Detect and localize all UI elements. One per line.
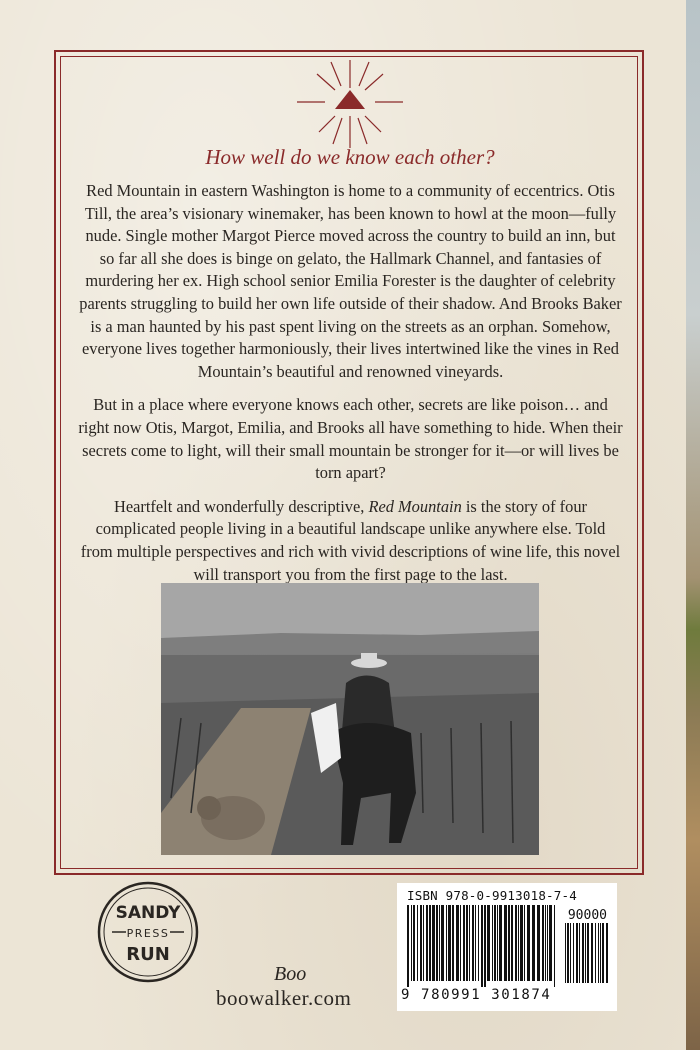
barcode-bars — [407, 905, 611, 987]
author-photo — [161, 583, 539, 855]
publisher-top-text: SANDY — [115, 903, 181, 923]
book-description — [78, 180, 623, 597]
sandy-run-press-logo — [96, 880, 200, 984]
tagline: How well do we know each other? — [205, 145, 495, 169]
horse-rider-photo-illustration — [161, 583, 539, 855]
author-monogram-text: Boo — [274, 963, 307, 985]
book-title: Red Mountain — [368, 496, 462, 516]
compass-ornament-icon — [295, 58, 405, 150]
publisher-middle-text: PRESS — [126, 927, 170, 940]
author-monogram-icon — [272, 958, 326, 986]
description-paragraph-2: But in a place where everyone knows each other, secrets are like poison… and right now Otis, Margot, Emilia, and Brooks all have something to hide. When their secrets come to light, will their small mountain be stronger for it—or will lives be torn apart? — [78, 395, 623, 483]
description-paragraph-3: Heartfelt and wonderfully descriptive, Red Mountain is the story of four complicated people living in a beautiful landscape unlike anywhere else. Told from multiple perspectives and rich with vivid descriptions of wine life, this novel will transport you from the first page to the last. — [80, 496, 621, 584]
front-cover-edge — [686, 0, 700, 1050]
publisher-bottom-text: RUN — [126, 944, 170, 965]
description-paragraph-1: Red Mountain in eastern Washington is home to a community of eccentrics. Otis Till, the area’s visionary winemaker, has been known to howl at the moon—fully nude. Single mother Margot Pierce moved across the country to build an inn, but so far all she does is binge on gelato, the Hallmark Channel, and fantasies of murdering her ex. High school senior Emilia Forester is the daughter of celebrity parents struggling to build her own life outside of their shadow. And Brooks Baker is a man haunted by his past spent living on the streets as an orphan. Somehow, everyone lives together harmoniously, their lives intertwined like the vines in Red Mountain’s beautiful and renowned vineyards. — [79, 181, 622, 381]
price-code: 90000 — [567, 908, 607, 923]
author-website: boowalker.com — [216, 986, 352, 1010]
barcode-digits: 9 780991 301874 — [401, 987, 552, 1003]
isbn-number: ISBN 978-0-9913018-7-4 — [407, 888, 577, 903]
isbn-barcode — [397, 883, 617, 1011]
